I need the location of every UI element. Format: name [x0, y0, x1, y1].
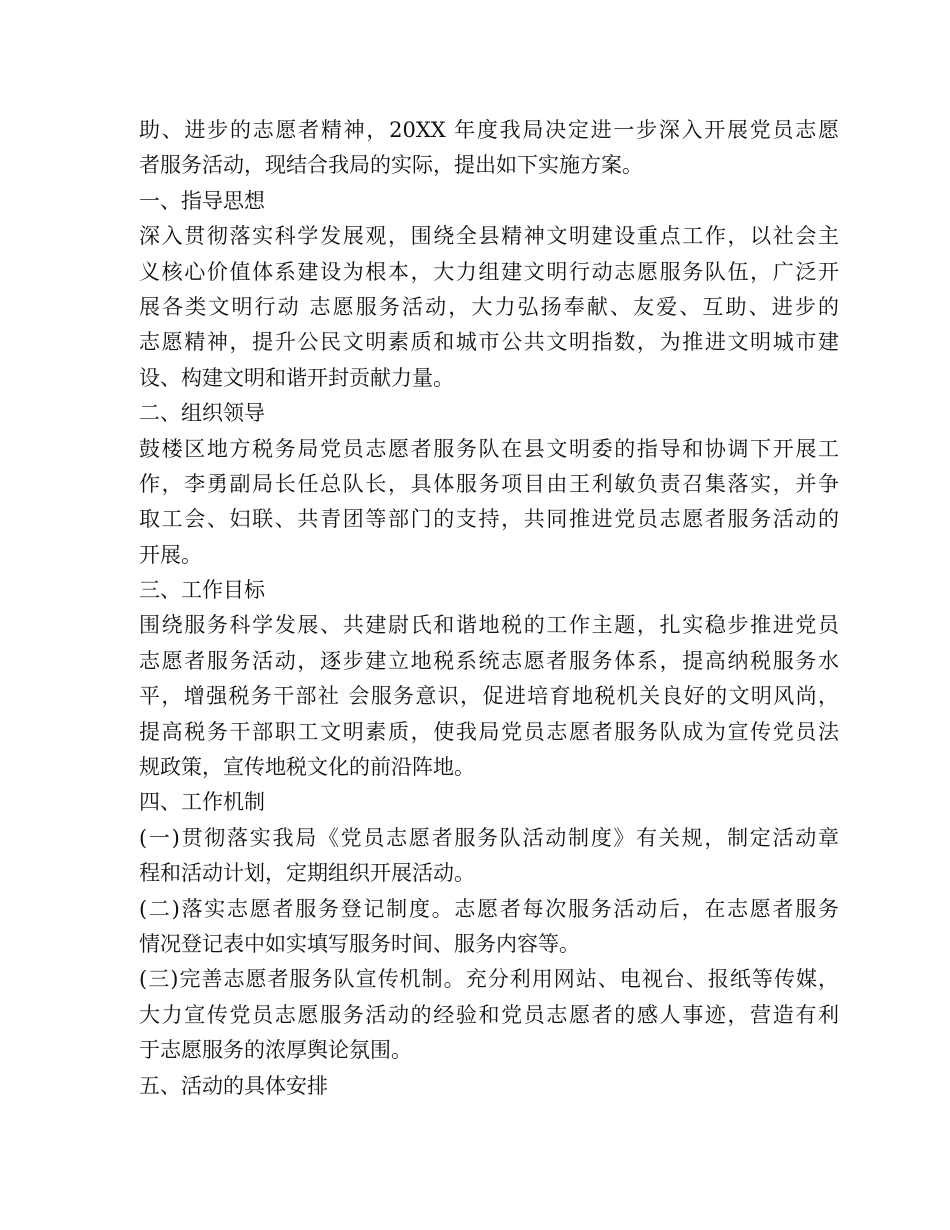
- body-line: 程和活动计划，定期组织开展活动。: [139, 861, 475, 886]
- body-line: 取工会、妇联、共青团等部门的支持，共同推进党员志愿者服务活动的: [139, 507, 839, 532]
- body-line: 开展。: [139, 542, 202, 567]
- section-heading: 二、组织领导: [139, 401, 265, 426]
- body-line: (一)贯彻落实我局《党员志愿者服务队活动制度》有关规，制定活动章: [139, 825, 839, 850]
- section-heading: 五、活动的具体安排: [139, 1073, 328, 1098]
- body-line: 志愿者服务活动，逐步建立地税系统志愿者服务体系，提高纳税服务水: [139, 648, 839, 673]
- body-line: 者服务活动，现结合我局的实际，提出如下实施方案。: [139, 153, 643, 178]
- body-line: 于志愿服务的浓厚舆论氛围。: [139, 1038, 412, 1063]
- body-line: 展各类文明行动 志愿服务活动，大力弘扬奉献、友爱、互助、进步的: [139, 294, 839, 319]
- body-line: 围绕服务科学发展、共建尉氏和谐地税的工作主题，扎实稳步推进党员: [139, 613, 839, 638]
- body-line: 提高税务干部职工文明素质，使我局党员志愿者服务队成为宣传党员法: [139, 719, 839, 744]
- body-line: 作，李勇副局长任总队长，具体服务项目由王利敏负责召集落实，并争: [139, 471, 839, 496]
- body-line: (三)完善志愿者服务队宣传机制。充分利用网站、电视台、报纸等传媒，: [139, 967, 839, 992]
- body-line: 助、进步的志愿者精神，20XX 年度我局决定进一步深入开展党员志愿: [139, 118, 839, 142]
- body-line: 大力宣传党员志愿服务活动的经验和党员志愿者的感人事迹，营造有利: [139, 1002, 839, 1027]
- body-line: 深入贯彻落实科学发展观，围绕全县精神文明建设重点工作，以社会主: [139, 224, 839, 249]
- body-line: 规政策，宣传地税文化的前沿阵地。: [139, 755, 475, 780]
- document-body: [139, 113, 839, 1104]
- body-line: 平，增强税务干部社 会服务意识，促进培育地税机关良好的文明风尚，: [139, 684, 839, 709]
- section-heading: 四、工作机制: [139, 790, 265, 815]
- body-line: 志愿精神，提升公民文明素质和城市公共文明指数，为推进文明城市建: [139, 330, 839, 355]
- body-line: (二)落实志愿者服务登记制度。志愿者每次服务活动后，在志愿者服务: [139, 896, 839, 921]
- section-heading: 三、工作目标: [139, 578, 265, 603]
- body-line: 情况登记表中如实填写服务时间、服务内容等。: [139, 931, 580, 956]
- body-line: 鼓楼区地方税务局党员志愿者服务队在县文明委的指导和协调下开展工: [139, 436, 839, 461]
- section-heading: 一、指导思想: [139, 188, 265, 213]
- body-line: 设、构建文明和谐开封贡献力量。: [139, 365, 454, 390]
- body-line: 义核心价值体系建设为根本，大力组建文明行动志愿服务队伍，广泛开: [139, 259, 839, 284]
